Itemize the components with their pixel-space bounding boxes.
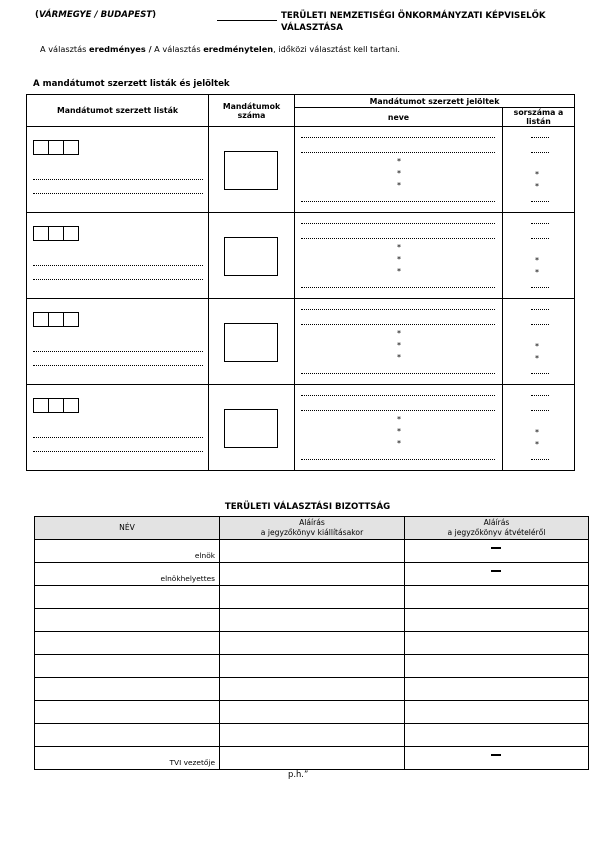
candidate-name-line[interactable] xyxy=(301,201,495,202)
mandate-table xyxy=(26,94,575,471)
placeholder-star: * xyxy=(535,354,539,363)
placeholder-star: * xyxy=(397,427,401,436)
committee-row xyxy=(35,540,589,563)
mandate-block xyxy=(27,213,575,299)
rank-line[interactable] xyxy=(531,395,549,396)
count-cell xyxy=(209,299,295,385)
candidate-name-line[interactable] xyxy=(301,287,495,288)
placeholder-star: * xyxy=(397,169,401,178)
candidate-rank-cell xyxy=(503,385,575,471)
committee-row xyxy=(35,563,589,586)
count-cell xyxy=(209,127,295,213)
list-name-line[interactable] xyxy=(33,193,203,194)
result-text-2: A választás xyxy=(151,44,204,54)
result-successful: eredményes / xyxy=(89,44,152,54)
committee-table xyxy=(34,516,589,770)
title-line-2: VÁLASZTÁSA xyxy=(281,23,343,33)
placeholder-star: * xyxy=(397,341,401,350)
dash-mark xyxy=(491,570,501,572)
placeholder-star: * xyxy=(535,170,539,179)
signature-issue-cell[interactable] xyxy=(220,747,405,770)
committee-row xyxy=(35,586,589,609)
candidate-rank-cell xyxy=(503,299,575,385)
list-number-boxes[interactable] xyxy=(33,312,78,327)
placeholder-star: * xyxy=(397,243,401,252)
candidate-name-line[interactable] xyxy=(301,395,495,396)
member-name-cell[interactable] xyxy=(35,609,220,632)
placeholder-star: * xyxy=(397,353,401,362)
candidate-names-cell xyxy=(295,127,503,213)
signature-issue-cell[interactable] xyxy=(220,724,405,747)
col-count-header: Mandátumok száma xyxy=(209,95,295,127)
blank-line[interactable] xyxy=(217,20,277,21)
signature-issue-cell[interactable] xyxy=(220,655,405,678)
candidate-name-line[interactable] xyxy=(301,238,495,239)
member-name-cell[interactable] xyxy=(35,586,220,609)
member-name-cell[interactable] xyxy=(35,747,220,770)
committee-col-sign2: Aláírás a jegyzőkönyv átvételéről xyxy=(405,517,589,540)
placeholder-star: * xyxy=(397,255,401,264)
list-cell[interactable] xyxy=(27,299,209,385)
result-unsuccessful: eredménytelen xyxy=(203,44,274,54)
candidate-name-line[interactable] xyxy=(301,459,495,460)
title-line-1: TERÜLETI NEMZETISÉGI ÖNKORMÁNYZATI KÉPVISELŐK xyxy=(281,11,546,21)
member-role: TVI vezetője xyxy=(169,758,215,767)
mandate-count-box[interactable] xyxy=(224,237,278,276)
rank-line[interactable] xyxy=(531,223,549,224)
col-lists-header: Mandátumot szerzett listák xyxy=(27,95,209,127)
list-cell[interactable] xyxy=(27,213,209,299)
candidate-name-line[interactable] xyxy=(301,324,495,325)
placeholder-star: * xyxy=(535,182,539,191)
dash-mark xyxy=(491,547,501,549)
committee-row xyxy=(35,678,589,701)
committee-title: TERÜLETI VÁLASZTÁSI BIZOTTSÁG xyxy=(224,502,391,512)
signature-issue-cell[interactable] xyxy=(220,632,405,655)
mandate-block xyxy=(27,385,575,471)
member-name-cell[interactable] xyxy=(35,540,220,563)
candidate-names-cell xyxy=(295,213,503,299)
list-number-boxes[interactable] xyxy=(33,226,78,241)
count-cell xyxy=(209,385,295,471)
signature-receipt-cell[interactable] xyxy=(405,563,589,586)
committee-row xyxy=(35,701,589,724)
member-name-cell[interactable] xyxy=(35,563,220,586)
list-name-line[interactable] xyxy=(33,179,203,180)
signature-issue-cell[interactable] xyxy=(220,701,405,724)
placeholder-star: * xyxy=(535,342,539,351)
signature-receipt-cell[interactable] xyxy=(405,609,589,632)
candidate-names-cell xyxy=(295,385,503,471)
paren-open: ( xyxy=(35,10,39,20)
signature-issue-cell[interactable] xyxy=(220,540,405,563)
placeholder-star: * xyxy=(397,415,401,424)
committee-row xyxy=(35,609,589,632)
list-name-line[interactable] xyxy=(33,451,203,452)
placeholder-star: * xyxy=(397,329,401,338)
list-name-line[interactable] xyxy=(33,365,203,366)
rank-line[interactable] xyxy=(531,373,549,374)
rank-line[interactable] xyxy=(531,137,549,138)
committee-row xyxy=(35,632,589,655)
committee-row xyxy=(35,655,589,678)
signature-receipt-cell[interactable] xyxy=(405,632,589,655)
signature-receipt-cell[interactable] xyxy=(405,724,589,747)
member-name-cell[interactable] xyxy=(35,724,220,747)
count-cell xyxy=(209,213,295,299)
member-name-cell[interactable] xyxy=(35,701,220,724)
county-text: VÁRMEGYE / BUDAPEST xyxy=(38,10,153,20)
col-rank-header: sorszáma a listán xyxy=(503,108,575,127)
list-cell[interactable] xyxy=(27,127,209,213)
signature-receipt-cell[interactable] xyxy=(405,678,589,701)
rank-line[interactable] xyxy=(531,152,549,153)
placeholder-star: * xyxy=(535,428,539,437)
rank-line[interactable] xyxy=(531,287,549,288)
candidate-name-line[interactable] xyxy=(301,373,495,374)
list-number-boxes[interactable] xyxy=(33,140,78,155)
signature-issue-cell[interactable] xyxy=(220,609,405,632)
signature-receipt-cell[interactable] xyxy=(405,747,589,770)
rank-line[interactable] xyxy=(531,324,549,325)
signature-issue-cell[interactable] xyxy=(220,678,405,701)
list-name-line[interactable] xyxy=(33,265,203,266)
signature-issue-cell[interactable] xyxy=(220,586,405,609)
document-title xyxy=(281,10,571,34)
candidate-name-line[interactable] xyxy=(301,410,495,411)
candidate-name-line[interactable] xyxy=(301,137,495,138)
mandate-block xyxy=(27,299,575,385)
member-name-cell[interactable] xyxy=(35,655,220,678)
placeholder-star: * xyxy=(397,439,401,448)
stamp-place: p.h.” xyxy=(288,769,309,779)
section-title: A mandátumot szerzett listák és jelöltek xyxy=(33,79,230,89)
committee-col-name: NÉV xyxy=(35,517,220,540)
rank-line[interactable] xyxy=(531,238,549,239)
signature-receipt-cell[interactable] xyxy=(405,540,589,563)
placeholder-star: * xyxy=(535,256,539,265)
member-role: elnökhelyettes xyxy=(160,574,215,583)
member-name-cell[interactable] xyxy=(35,632,220,655)
result-text-1: A választás xyxy=(40,44,90,54)
member-name-cell[interactable] xyxy=(35,678,220,701)
candidate-rank-cell xyxy=(503,213,575,299)
placeholder-star: * xyxy=(397,181,401,190)
placeholder-star: * xyxy=(535,440,539,449)
placeholder-star: * xyxy=(397,157,401,166)
result-statement xyxy=(40,44,400,54)
paren-close: ) xyxy=(152,10,157,20)
mandate-count-box[interactable] xyxy=(224,323,278,362)
col-name-header: neve xyxy=(295,108,503,127)
committee-row xyxy=(35,747,589,770)
rank-line[interactable] xyxy=(531,309,549,310)
dash-mark xyxy=(491,754,501,756)
rank-line[interactable] xyxy=(531,410,549,411)
col-candidates-header: Mandátumot szerzett jelöltek xyxy=(295,95,575,108)
rank-line[interactable] xyxy=(531,459,549,460)
signature-issue-cell[interactable] xyxy=(220,563,405,586)
candidate-names-cell xyxy=(295,299,503,385)
placeholder-star: * xyxy=(535,268,539,277)
result-text-3: , időközi választást kell tartani. xyxy=(273,44,400,54)
candidate-name-line[interactable] xyxy=(301,223,495,224)
county-label xyxy=(35,10,156,20)
list-name-line[interactable] xyxy=(33,437,203,438)
signature-receipt-cell[interactable] xyxy=(405,586,589,609)
committee-row xyxy=(35,724,589,747)
list-name-line[interactable] xyxy=(33,279,203,280)
candidate-name-line[interactable] xyxy=(301,309,495,310)
list-number-boxes[interactable] xyxy=(33,398,78,413)
mandate-count-box[interactable] xyxy=(224,409,278,448)
placeholder-star: * xyxy=(397,267,401,276)
member-role: elnök xyxy=(194,551,215,560)
signature-receipt-cell[interactable] xyxy=(405,701,589,724)
list-name-line[interactable] xyxy=(33,351,203,352)
rank-line[interactable] xyxy=(531,201,549,202)
signature-receipt-cell[interactable] xyxy=(405,655,589,678)
mandate-block xyxy=(27,127,575,213)
candidate-rank-cell xyxy=(503,127,575,213)
mandate-count-box[interactable] xyxy=(224,151,278,190)
committee-col-sign1: Aláírás a jegyzőkönyv kiállításakor xyxy=(220,517,405,540)
candidate-name-line[interactable] xyxy=(301,152,495,153)
list-cell[interactable] xyxy=(27,385,209,471)
